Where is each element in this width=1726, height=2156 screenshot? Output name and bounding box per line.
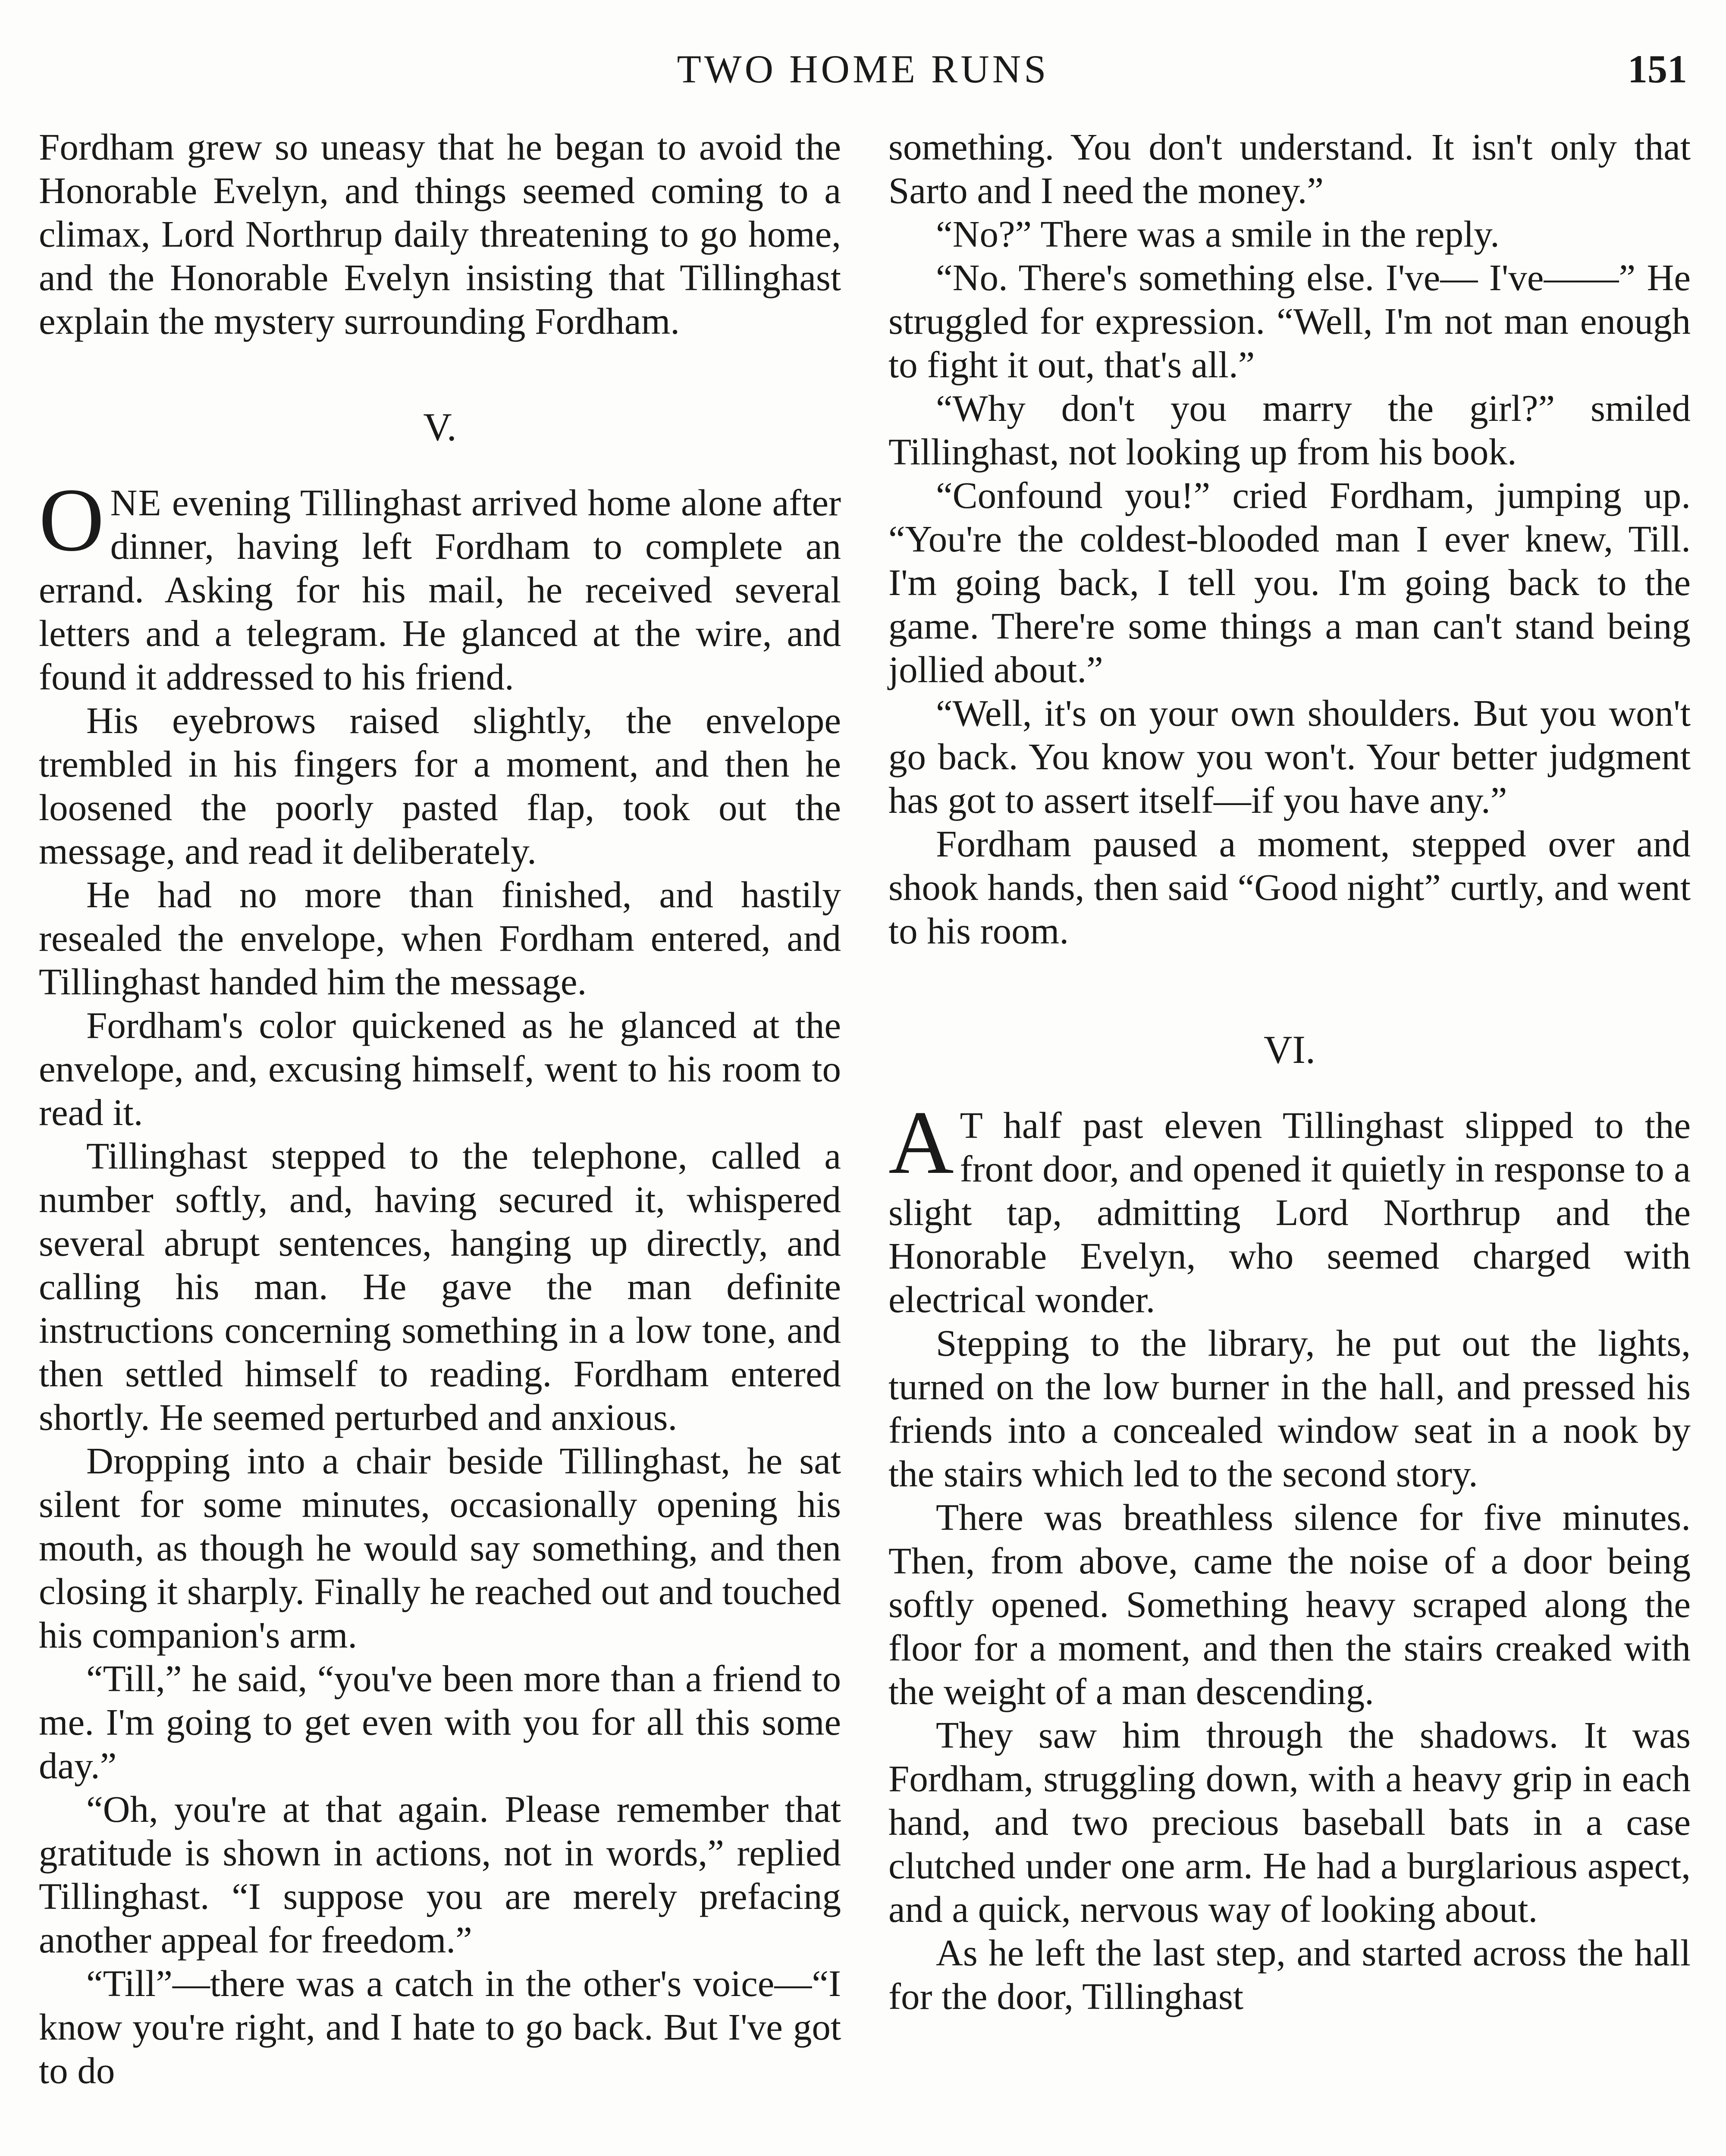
left-column (39, 125, 841, 2092)
paragraph: “No?” There was a smile in the reply. (936, 213, 1500, 255)
small-caps-lead: NE (110, 482, 162, 523)
paragraph-text: evening Tillinghast arrived home alone after dinner, having left Fordham to complete an errand. Asking for his mail, he received several letters and a telegram. He glanced at the wire, and found it addressed to his friend. (39, 482, 841, 698)
right-column (888, 125, 1691, 2018)
paragraph: “Oh, you're at that again. Please remember that gratitude is shown in actions, not in words,” replied Tillinghast. “I suppose you are merely prefacing another appeal for freedom.” (39, 1788, 841, 1961)
page-header (39, 39, 1687, 99)
section-heading-v: V. (423, 405, 457, 449)
paragraph: Tillinghast stepped to the telephone, called a number softly, and, having secured it, whispered several abrupt sentences, hanging up directly, and calling his man. He gave the man definite instructions concerning something in a low tone, and then settled himself to reading. Fordham entered shortly. He seemed perturbed and anxious. (39, 1135, 841, 1438)
paragraph: “Confound you!” cried Fordham, jumping up. “You're the coldest-blooded man I ever knew, Till. I'm going back, I tell you. I'm going back to the game. There're some things a man can't stand being jollied about.” (888, 474, 1691, 690)
paragraph: Stepping to the library, he put out the lights, turned on the low burner in the hall, and pressed his friends into a concealed window seat in a nook by the stairs which led to the second story. (888, 1322, 1691, 1495)
section-opening-paragraph (39, 470, 841, 699)
paragraph: “Till”—there was a catch in the other's voice—“I know you're right, and I hate to go back. But I've got to do (39, 1962, 841, 2091)
paragraph: Fordham paused a moment, stepped over and shook hands, then said “Good night” curtly, and went to his room. (888, 823, 1691, 952)
section-opening-paragraph (888, 1093, 1691, 1321)
paragraph: something. You don't understand. It isn't only that Sarto and I need the money.” (888, 126, 1691, 211)
paragraph: They saw him through the shadows. It was Fordham, struggling down, with a heavy grip in each hand, and two precious baseball bats in a case clutched under one arm. He had a burglarious aspect, and a quick, nervous way of looking about. (888, 1714, 1691, 1930)
paragraph: Fordham grew so uneasy that he began to avoid the Honorable Evelyn, and things seemed coming to a climax, Lord Northrup daily threatening to go home, and the Honorable Evelyn insisting that Tillinghast explain the mystery surrounding Fordham. (39, 126, 841, 342)
paragraph-text: T half past eleven Tillinghast slipped to the front door, and opened it quietly in response to a slight tap, admitting Lord Northrup and the Honorable Evelyn, who seemed charged with electrical wonder. (888, 1104, 1691, 1320)
paragraph: Dropping into a chair beside Tillinghast, he sat silent for some minutes, occasionally opening his mouth, as though he would say something, and then closing it sharply. Finally he reached out and touched his companion's arm. (39, 1440, 841, 1656)
drop-cap: A (888, 1093, 954, 1193)
section-heading-vi: VI. (1263, 1028, 1316, 1072)
paragraph: Fordham's color quickened as he glanced at the envelope, and, excusing himself, went to his room to read it. (39, 1004, 841, 1133)
drop-cap: O (39, 470, 104, 570)
paragraph: “Well, it's on your own shoulders. But you won't go back. You know you won't. Your better judgment has got to assert itself—if you have any.” (888, 692, 1691, 821)
running-head: TWO HOME RUNS (677, 47, 1049, 91)
paragraph: “No. There's something else. I've— I've——” He struggled for expression. “Well, I'm not man enough to fight it out, that's all.” (888, 257, 1691, 385)
paragraph: “Till,” he said, “you've been more than a friend to me. I'm going to get even with you for all this some day.” (39, 1658, 841, 1786)
paragraph: He had no more than finished, and hastily resealed the envelope, when Fordham entered, and Tillinghast handed him the message. (39, 874, 841, 1003)
page-number: 151 (1628, 47, 1687, 91)
paragraph: “Why don't you marry the girl?” smiled Tillinghast, not looking up from his book. (888, 387, 1691, 473)
paragraph: As he left the last step, and started across the hall for the door, Tillinghast (888, 1932, 1691, 2017)
paragraph: There was breathless silence for five minutes. Then, from above, came the noise of a door being softly opened. Something heavy scraped along the floor for a moment, and then the stairs creaked with the weight of a man descending. (888, 1496, 1691, 1712)
paragraph: His eyebrows raised slightly, the envelope trembled in his fingers for a moment, and then he loosened the poorly pasted flap, took out the message, and read it deliberately. (39, 699, 841, 872)
